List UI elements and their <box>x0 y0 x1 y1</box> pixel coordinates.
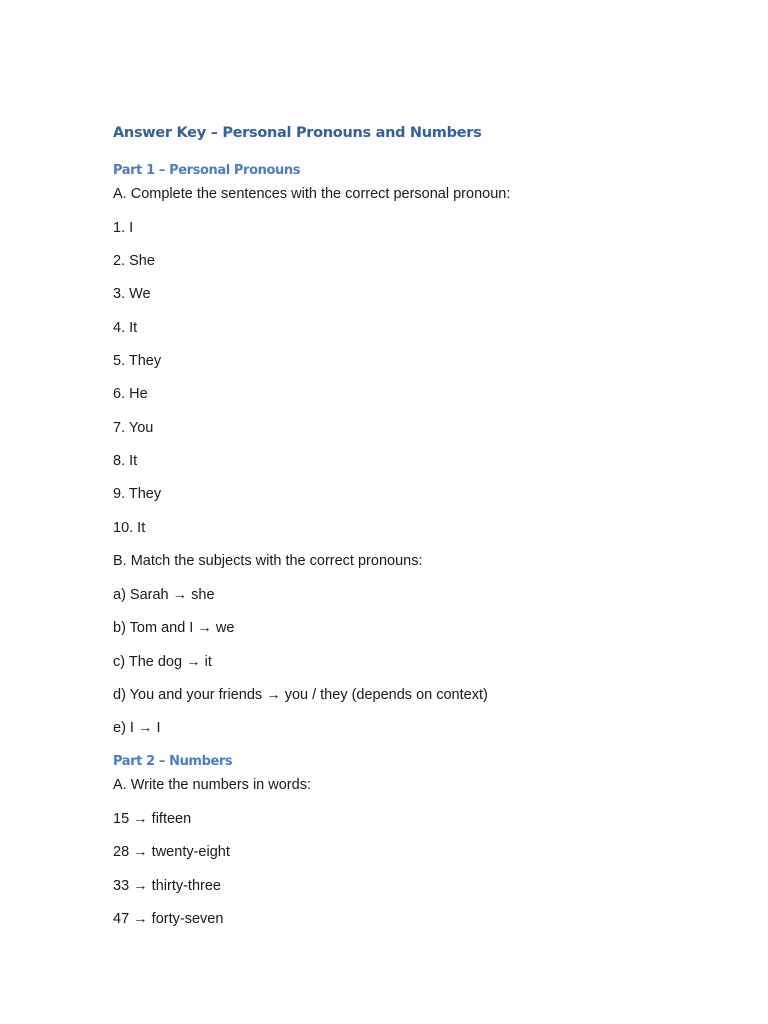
part1-b-instruction: B. Match the subjects with the correct pronouns: <box>113 553 423 569</box>
part1-b-answer-d: d) You and your friends → you / they (depends on context) <box>113 687 488 703</box>
part1-a-answer-7: 7. You <box>113 420 154 436</box>
part1-b-answer-b: b) Tom and I → we <box>113 620 235 636</box>
part1-a-answer-4: 4. It <box>113 320 138 336</box>
part1-a-answer-2: 2. She <box>113 253 155 269</box>
document-title: Answer Key – Personal Pronouns and Numbers <box>113 125 482 141</box>
part1-a-answer-5: 5. They <box>113 353 162 369</box>
part1-a-answer-1: 1. I <box>113 220 134 236</box>
part2-a-instruction: A. Write the numbers in words: <box>113 777 311 793</box>
part2-a-answer-1: 15 → fifteen <box>113 811 192 827</box>
part1-b-answer-e: e) I → I <box>113 720 161 736</box>
part2-a-answer-4: 47 → forty-seven <box>113 911 224 927</box>
part1-heading: Part 1 – Personal Pronouns <box>113 163 301 178</box>
part1-a-answer-3: 3. We <box>113 286 151 302</box>
part2-a-answer-3: 33 → thirty-three <box>113 878 221 894</box>
part2-a-answer-2: 28 → twenty-eight <box>113 844 230 860</box>
part2-heading: Part 2 – Numbers <box>113 754 233 769</box>
part1-a-answer-8: 8. It <box>113 453 138 469</box>
part1-a-answer-6: 6. He <box>113 386 148 402</box>
part1-a-answer-10: 10. It <box>113 520 146 536</box>
part1-a-instruction: A. Complete the sentences with the correct personal pronoun: <box>113 186 511 202</box>
part1-a-answer-9: 9. They <box>113 486 162 502</box>
part1-b-answer-a: a) Sarah → she <box>113 587 215 603</box>
part1-b-answer-c: c) The dog → it <box>113 654 212 670</box>
